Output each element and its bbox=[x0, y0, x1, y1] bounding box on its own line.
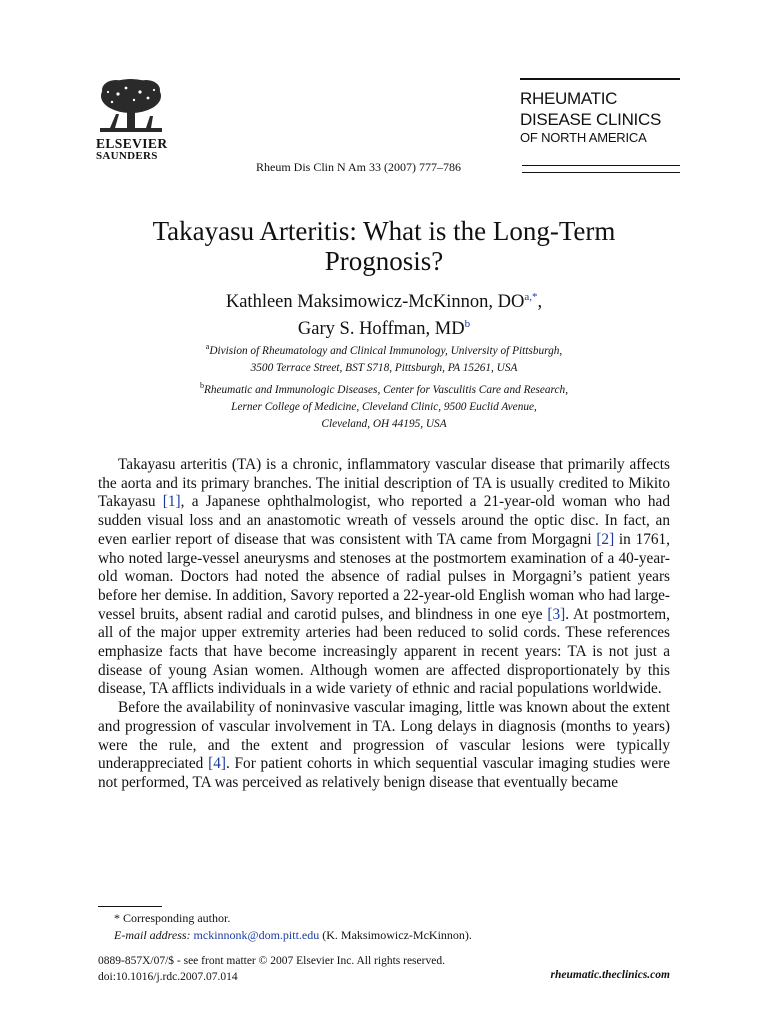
email-link[interactable]: mckinnonk@dom.pitt.edu bbox=[193, 928, 320, 942]
email-owner: (K. Maksimowicz-McKinnon). bbox=[319, 928, 472, 942]
body-paragraph-1 bbox=[98, 456, 670, 699]
author-list bbox=[100, 286, 668, 340]
reference-link-2[interactable]: [2] bbox=[596, 530, 615, 548]
doi-line[interactable]: doi:10.1016/j.rdc.2007.07.014 bbox=[98, 971, 238, 983]
paragraph-1-text-b: , a Japanese ophthalmologist, who reported a 21-year-old woman who had sudden visual loss and an anastomotic wreath of vessels around the optic disc. In fact, an even earlier report of disease that was consistent with TA came from Morgagni bbox=[98, 493, 670, 548]
affiliation-b-line3: Cleveland, OH 44195, USA bbox=[321, 417, 447, 430]
footnote bbox=[98, 910, 670, 944]
journal-title-line3: OF NORTH AMERICA bbox=[520, 130, 647, 145]
copyright-block bbox=[98, 953, 445, 985]
affiliation-b-line2: Lerner College of Medicine, Cleveland Clinic, 9500 Euclid Avenue, bbox=[231, 400, 537, 413]
journal-citation: Rheum Dis Clin N Am 33 (2007) 777–786 bbox=[256, 160, 462, 174]
email-label: E-mail address: bbox=[114, 928, 191, 942]
author-2[interactable]: Gary S. Hoffman, MD bbox=[297, 319, 465, 340]
affiliation-a-line2: 3500 Terrace Street, BST S718, Pittsburgh, PA 15261, USA bbox=[250, 361, 518, 374]
publisher-imprint: SAUNDERS bbox=[96, 150, 158, 162]
masthead-rule-bottom bbox=[522, 165, 680, 173]
journal-masthead bbox=[520, 78, 680, 146]
paragraph-1-text-d: . At postmortem, all of the major upper extremity arteries had been reduced to solid cords. These references emphasize facts that have become increasingly apparent in recent years: TA is not just a disease of young Asian women. Although women are affected disproportionately by this disease, TA afflicts individuals in a wide variety of ethnic and racial populations worldwide. bbox=[98, 605, 670, 698]
affiliation-b-line1: Rheumatic and Immunologic Diseases, Center for Vasculitis Care and Research, bbox=[203, 383, 569, 396]
affiliation-b-marker: b bbox=[199, 380, 204, 390]
corresponding-author-note: * Corresponding author. bbox=[114, 911, 231, 925]
affiliations bbox=[100, 338, 668, 433]
article-body bbox=[98, 456, 670, 793]
article-title: Takayasu Arteritis: What is the Long-Term Prognosis? bbox=[152, 216, 616, 276]
paragraph-1-text-a: Takayasu arteritis (TA) is a chronic, inflammatory vascular disease that primarily affects the aorta and its primary branches. The initial description of TA is usually credited to Mikito Takayasu bbox=[98, 456, 670, 511]
author-separator: , bbox=[537, 292, 543, 313]
reference-link-4[interactable]: [4] bbox=[208, 755, 226, 773]
journal-title-line2: DISEASE CLINICS bbox=[520, 110, 661, 129]
journal-title-line1: RHEUMATIC bbox=[520, 89, 618, 108]
copyright-line: 0889-857X/07/$ - see front matter © 2007 Elsevier Inc. All rights reserved. bbox=[98, 955, 445, 967]
author-1-affiliation-link[interactable]: a,* bbox=[524, 291, 538, 303]
elsevier-tree-icon bbox=[96, 76, 166, 136]
journal-website[interactable]: rheumatic.theclinics.com bbox=[550, 969, 670, 981]
publisher-name: ELSEVIER bbox=[96, 136, 168, 151]
affiliation-a-line1: Division of Rheumatology and Clinical Immunology, University of Pittsburgh, bbox=[209, 344, 563, 357]
affiliation-a-marker: a bbox=[205, 342, 210, 351]
author-2-affiliation-link[interactable]: b bbox=[464, 318, 471, 331]
body-paragraph-2 bbox=[98, 699, 670, 793]
paragraph-2-text-a: Before the availability of noninvasive vascular imaging, little was known about the extent and progression of vascular involvement in TA. Long delays in diagnosis (months to years) were the rule, and the extent and progression of vascular lesions were typically underappreciated bbox=[98, 699, 670, 773]
author-1[interactable]: Kathleen Maksimowicz-McKinnon, DO bbox=[225, 292, 525, 313]
reference-link-1[interactable]: [1] bbox=[162, 493, 181, 511]
footnote-rule bbox=[98, 906, 162, 907]
paragraph-1-text-c: in 1761, who noted large-vessel aneurysms and stenoses at the postmortem examination of a 40-year-old woman. Doctors had noted the absence of radial pulses in Morgagni’s patient years before her demise. In addition, Savory reported a 22-year-old English woman who had large-vessel bruits, absent radial and carotid pulses, and blindness in one eye bbox=[98, 530, 670, 623]
paragraph-2-text-b: . For patient cohorts in which sequential vascular imaging studies were not performed, TA was perceived as relatively benign disease that eventually became bbox=[98, 755, 670, 791]
reference-link-3[interactable]: [3] bbox=[547, 605, 566, 623]
